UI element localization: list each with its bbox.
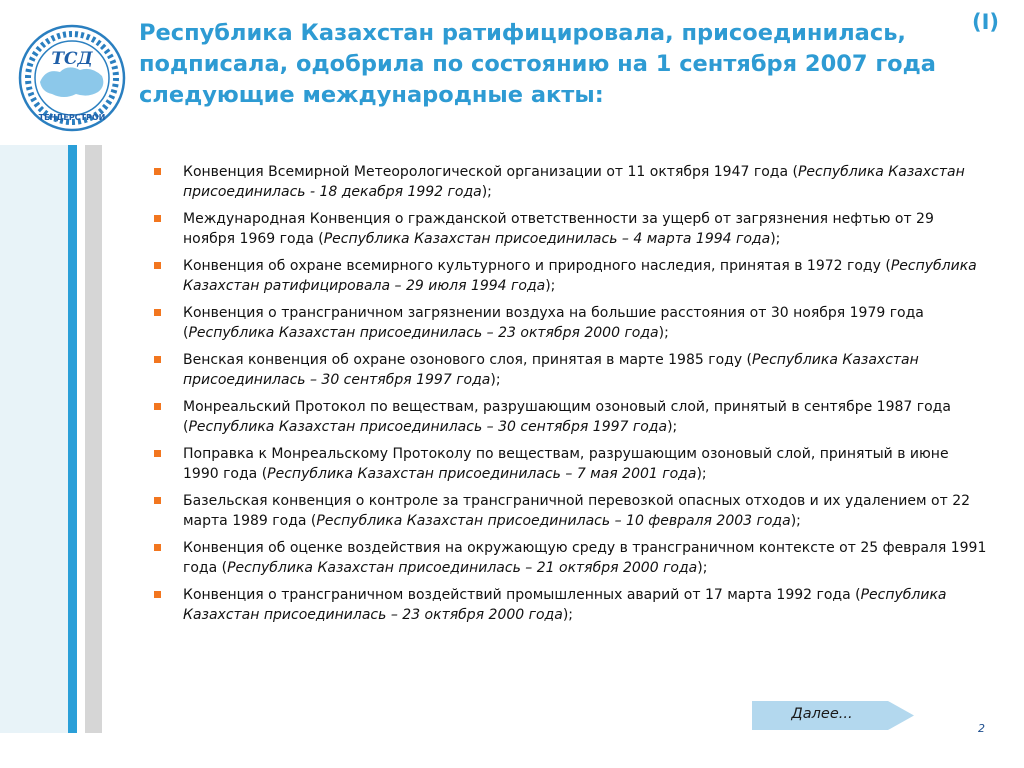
square-bullet-icon [154,544,161,551]
act-list-item [152,162,987,202]
act-text: Поправка к Монреальскому Протоколу по веществам, разрушающим озоновый слой, принятый в июне 1990 года ( [183,446,949,482]
act-list-item [152,350,987,390]
act-status: Республика Казахстан присоединилась – 23 октября 2000 года [183,587,947,623]
company-logo [18,24,126,132]
act-text-end: ); [481,184,492,200]
act-list-item [152,397,987,437]
act-list-item [152,491,987,531]
square-bullet-icon [154,403,161,410]
act-status: Республика Казахстан присоединилась – 4 марта 1994 года [323,231,771,247]
logo-text-bottom: ТЕНДЕРСТРОЙ [38,113,106,122]
act-text: Конвенция о трансграничном воздействий промышленных аварий от 17 марта 1992 года ( [183,587,861,603]
logo-text-top: ТСД [51,49,93,69]
act-text: Монреальский Протокол по веществам, разрушающим озоновый слой, принятый в сентябре 1987 года ( [183,399,951,435]
square-bullet-icon [154,450,161,457]
act-text-end: ); [658,325,669,341]
act-text-end: ); [790,513,801,529]
act-list-item [152,303,987,343]
act-status: Республика Казахстан присоединилась – 30 сентября 1997 года [188,419,668,435]
act-text: Конвенция о трансграничном загрязнении воздуха на большие расстояния от 30 ноября 1979 года ( [183,305,924,341]
act-status: Республика Казахстан присоединилась – 23 октября 2000 года [188,325,659,341]
act-text-end: ); [545,278,556,294]
act-list-item [152,538,987,578]
act-text-end: ); [562,607,573,623]
act-text-end: ); [696,466,707,482]
next-button[interactable] [752,701,914,730]
act-status: Республика Казахстан присоединилась – 10 февраля 2003 года [316,513,791,529]
square-bullet-icon [154,497,161,504]
act-list-item [152,444,987,484]
left-decor-light-strip [0,145,68,733]
square-bullet-icon [154,356,161,363]
act-status: Республика Казахстан присоединилась - 18 декабря 1992 года [183,164,965,200]
slide-section-number: (I) [972,10,1000,34]
act-text-end: ); [490,372,501,388]
act-status: Республика Казахстан присоединилась – 7 мая 2001 года [267,466,697,482]
act-list-item [152,209,987,249]
act-text: Базельская конвенция о контроле за трансграничной перевозкой опасных отходов и их удалением от 22 марта 1989 года ( [183,493,971,529]
act-text: Конвенция об оценке воздействия на окружающую среду в трансграничном контексте от 25 февраля 1991 года ( [183,540,987,576]
act-list-item [152,585,987,625]
act-text: Венская конвенция об охране озонового слоя, принятая в марте 1985 году ( [183,352,753,368]
act-list-item [152,256,987,296]
page-number: 2 [978,722,985,735]
act-text: Конвенция Всемирной Метеорологической организации от 11 октября 1947 года ( [183,164,798,180]
acts-list [152,162,987,632]
act-text: Конвенция об охране всемирного культурного и природного наследия, принятая в 1972 году ( [183,258,891,274]
act-status: Республика Казахстан присоединилась – 21 октября 2000 года [227,560,698,576]
square-bullet-icon [154,309,161,316]
left-decor-gray-strip [85,145,102,733]
act-text-end: ); [667,419,678,435]
square-bullet-icon [154,168,161,175]
square-bullet-icon [154,262,161,269]
left-decor-blue-strip [68,145,77,733]
next-button-label: Далее... [791,706,853,722]
square-bullet-icon [154,215,161,222]
act-text-end: ); [697,560,708,576]
page-title: Республика Казахстан ратифицировала, присоединилась, подписала, одобрила по состоянию на 1 сентября 2007 года следующие международные акты: [139,20,936,108]
act-status: Республика Казахстан присоединилась – 30 сентября 1997 года [183,352,919,388]
act-status: Республика Казахстан ратифицировала – 29 июля 1994 года [183,258,977,294]
act-text-end: ); [770,231,781,247]
square-bullet-icon [154,591,161,598]
act-text: Международная Конвенция о гражданской ответственности за ущерб от загрязнения нефтью от 29 ноября 1969 года ( [183,211,934,247]
